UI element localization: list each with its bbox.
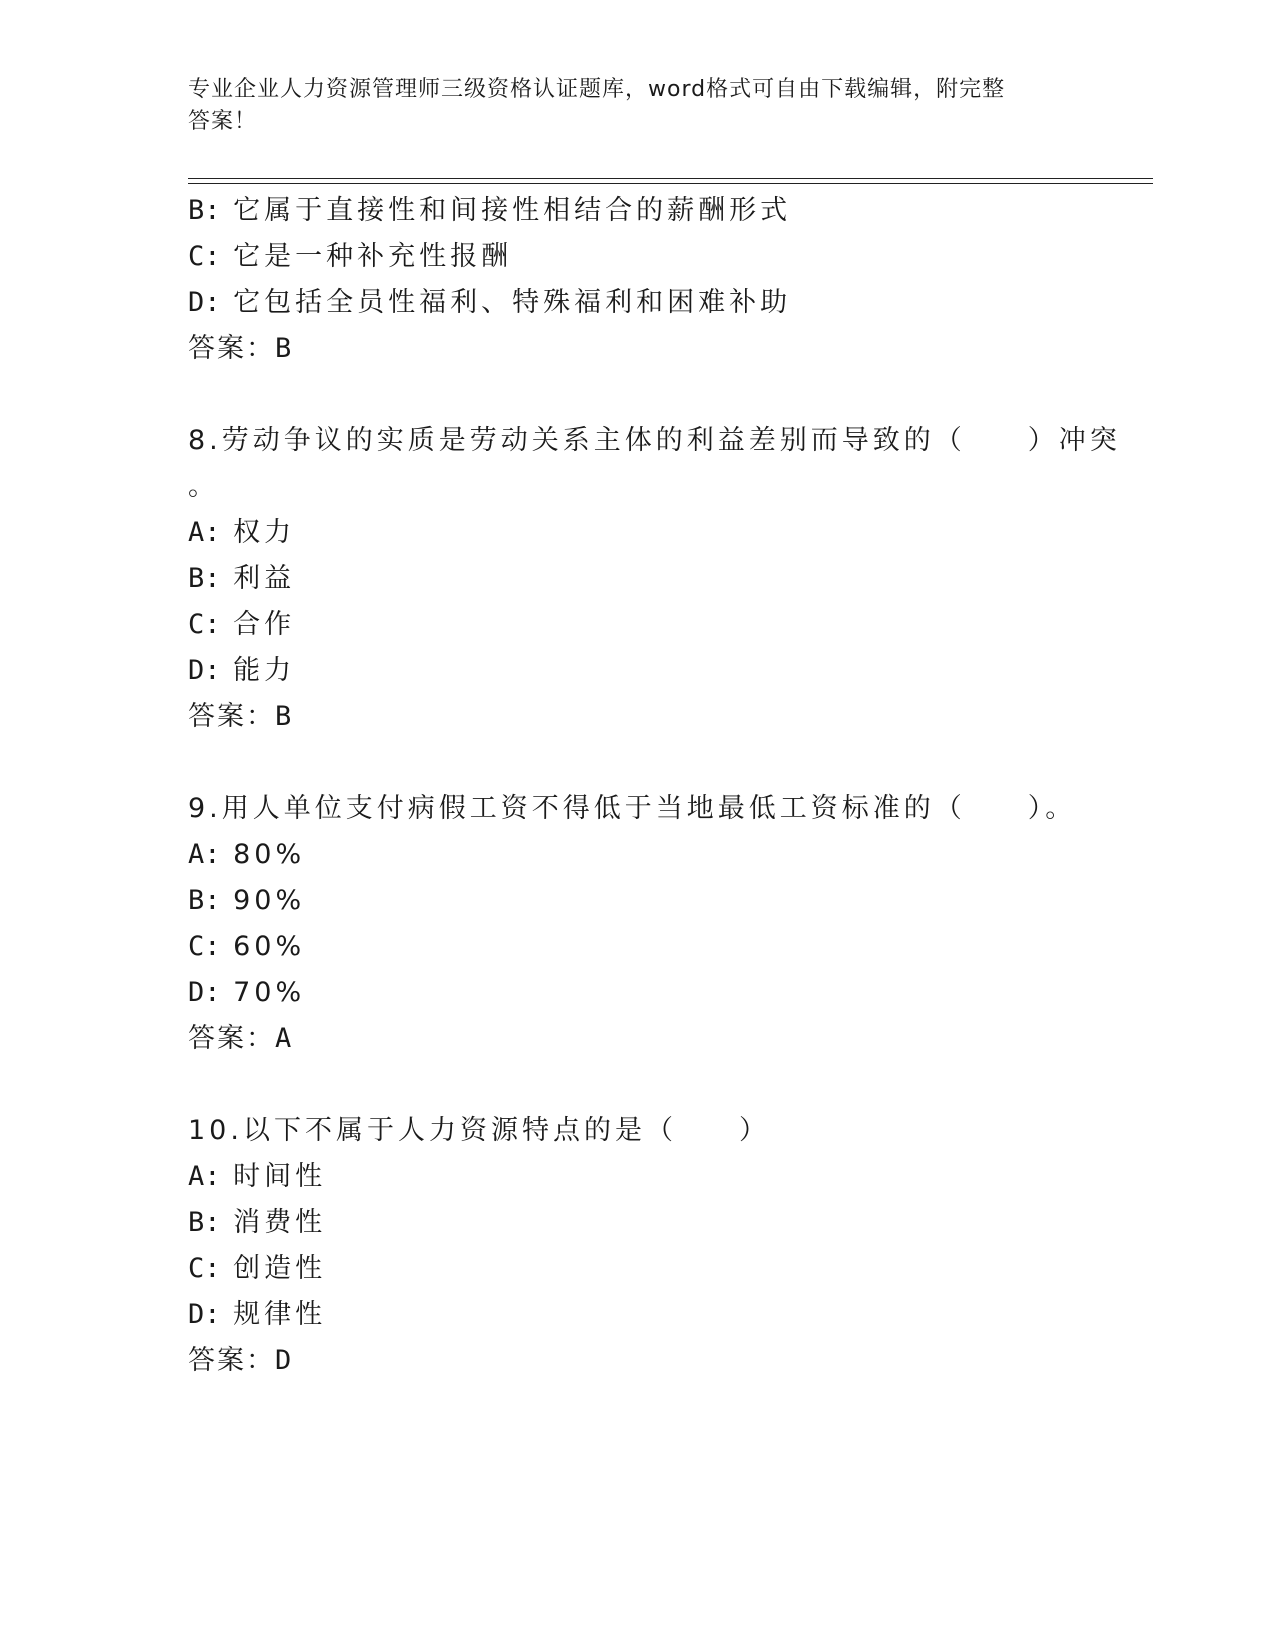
option-letter: D:	[188, 655, 221, 686]
answer-line	[188, 1016, 1128, 1062]
option-letter: A:	[188, 517, 221, 548]
option-text: 它属于直接性和间接性相结合的薪酬形式	[233, 195, 792, 226]
option-text: 规律性	[233, 1299, 327, 1330]
answer-label: 答案：	[188, 701, 275, 732]
option-b	[188, 556, 1128, 602]
question-9	[188, 786, 1128, 1062]
option-c	[188, 602, 1128, 648]
option-c	[188, 234, 1128, 280]
option-text: 消费性	[233, 1207, 327, 1238]
option-d	[188, 970, 1128, 1016]
option-letter: A:	[188, 839, 221, 870]
answer-value: D	[275, 1345, 294, 1376]
option-letter: C:	[188, 241, 221, 272]
answer-label: 答案：	[188, 1023, 275, 1054]
option-text: 它是一种补充性报酬	[233, 241, 513, 272]
answer-value: B	[275, 333, 294, 364]
option-letter: B:	[188, 563, 221, 594]
option-text: 70%	[233, 977, 306, 1008]
option-c	[188, 1246, 1128, 1292]
question-spacer	[188, 1062, 1128, 1108]
question-spacer	[188, 740, 1128, 786]
option-b	[188, 1200, 1128, 1246]
question-10	[188, 1108, 1128, 1384]
option-text: 时间性	[233, 1161, 327, 1192]
option-b	[188, 878, 1128, 924]
option-text: 合作	[233, 609, 296, 640]
answer-line	[188, 1338, 1128, 1384]
option-a	[188, 510, 1128, 556]
option-d	[188, 280, 1128, 326]
question-stem: 10.以下不属于人力资源特点的是（ ）	[188, 1115, 770, 1146]
option-letter: B:	[188, 1207, 221, 1238]
header-line-1: 专业企业人力资源管理师三级资格认证题库，word格式可自由下载编辑，附完整	[188, 77, 1006, 102]
answer-value: B	[275, 701, 294, 732]
question-stem: 8.劳动争议的实质是劳动关系主体的利益差别而导致的（ ）冲突	[188, 425, 1121, 456]
option-text: 利益	[233, 563, 296, 594]
answer-label: 答案：	[188, 333, 275, 364]
option-b	[188, 188, 1128, 234]
option-letter: D:	[188, 287, 221, 318]
question-8	[188, 418, 1128, 740]
question-stem-wrap: 。	[188, 471, 219, 502]
answer-line	[188, 326, 1128, 372]
option-letter: B:	[188, 195, 221, 226]
option-a	[188, 832, 1128, 878]
option-text: 它包括全员性福利、特殊福利和困难补助	[233, 287, 792, 318]
option-letter: B:	[188, 885, 221, 916]
document-header	[188, 74, 1088, 138]
option-c	[188, 924, 1128, 970]
question-7-tail	[188, 188, 1128, 372]
option-letter: C:	[188, 609, 221, 640]
option-text: 80%	[233, 839, 306, 870]
option-d	[188, 648, 1128, 694]
option-text: 90%	[233, 885, 306, 916]
option-letter: C:	[188, 1253, 221, 1284]
option-letter: C:	[188, 931, 221, 962]
answer-label: 答案：	[188, 1345, 275, 1376]
option-text: 60%	[233, 931, 306, 962]
question-list	[188, 188, 1128, 1384]
option-letter: A:	[188, 1161, 221, 1192]
header-rule-bottom	[188, 183, 1153, 184]
header-line-2: 答案！	[188, 109, 258, 134]
option-letter: D:	[188, 1299, 221, 1330]
option-letter: D:	[188, 977, 221, 1008]
answer-value: A	[275, 1023, 294, 1054]
answer-line	[188, 694, 1128, 740]
option-text: 能力	[233, 655, 296, 686]
option-text: 创造性	[233, 1253, 327, 1284]
question-stem: 9.用人单位支付病假工资不得低于当地最低工资标准的（ ）。	[188, 793, 1077, 824]
question-spacer	[188, 372, 1128, 418]
option-text: 权力	[233, 517, 296, 548]
option-d	[188, 1292, 1128, 1338]
header-rule-top	[188, 178, 1153, 179]
option-a	[188, 1154, 1128, 1200]
